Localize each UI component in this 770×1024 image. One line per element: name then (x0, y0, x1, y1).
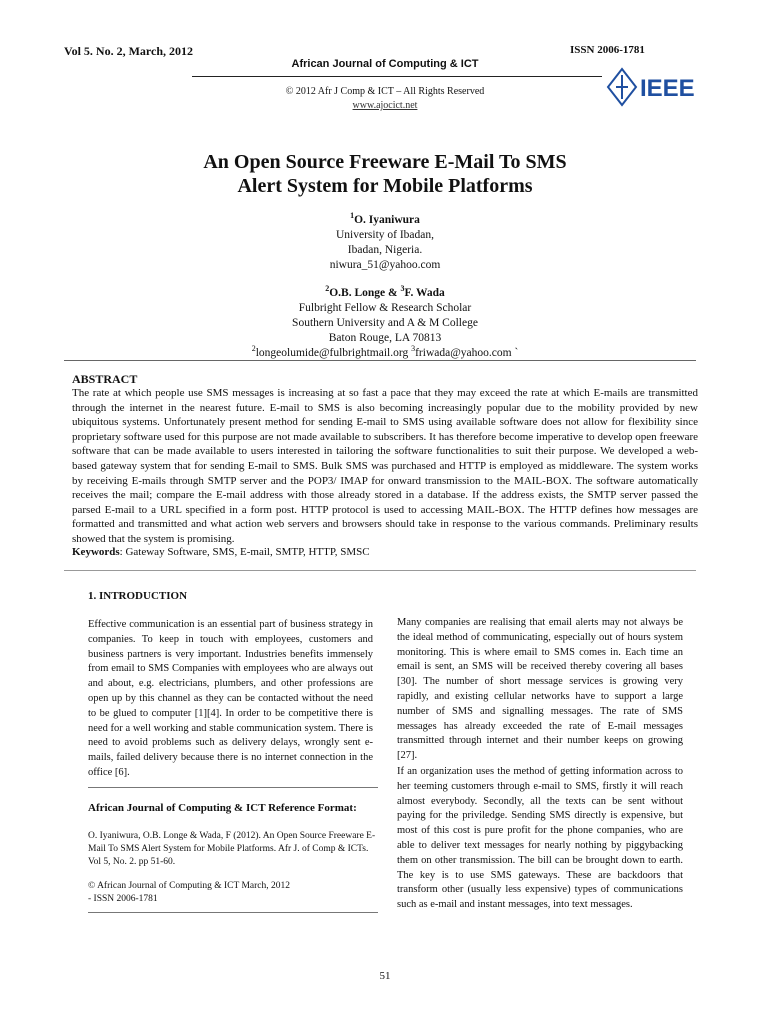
author-1-name: $^1$O. Iyaniwura (350, 211, 420, 226)
author-2-affiliation-1: Fulbright Fellow & Research Scholar (298, 302, 472, 314)
author-1-affiliation: University of Ibadan, (335, 229, 435, 241)
author-1-location: Ibadan, Nigeria. (347, 244, 423, 256)
author-2-affiliation-3: Baton Rouge, LA 70813 (328, 332, 442, 344)
journal-website-link[interactable]: www.ajocict.net (352, 100, 418, 111)
journal-name: African Journal of Computing & ICT (291, 58, 479, 70)
copyright-line: © 2012 Afr J Comp & ICT – All Rights Reserved (285, 86, 485, 97)
author-2-affiliation-2: Southern University and A & M College (292, 317, 478, 329)
header-rule (192, 76, 602, 77)
volume-info: Vol 5. No. 2, March, 2012 (64, 44, 193, 58)
section-rule (64, 570, 696, 571)
author-2-3-block (0, 286, 770, 361)
keywords (72, 546, 698, 558)
issn: ISSN 2006-1781 (570, 44, 645, 56)
author-2-3-emails: $^2$longeolumide@fulbrightmail.org $^3$friwada@yahoo.com ` (251, 344, 519, 359)
reference-citation: O. Iyaniwura, O.B. Longe & Wada, F (2012). An Open Source Freeware E-Mail To SMS Alert System for Mobile Platforms. Afr J. of Comp & ICTs. Vol 5, No. 2. pp 51-60. (88, 831, 376, 867)
paper-title (0, 150, 770, 198)
page-number: 51 (379, 970, 391, 982)
abstract-heading: ABSTRACT (72, 372, 138, 386)
reference-format-heading: African Journal of Computing & ICT Reference Format: (88, 802, 357, 814)
reference-copyright-line-2: - ISSN 2006-1781 (88, 894, 158, 904)
introduction-right-paragraph-2: If an organization uses the method of getting information across to her teeming customers through e-mail to SMS, firstly it will reach almost everybody. Secondly, all the texts can be sent without paying for the priviledge. Sending SMS directly is expensive, but most of this cost is pure profit for the phone companies, who are able to deliver text messages for nearly nothing by piggybacking them on other transmission. The bill can be brought down to earth. The key is to use SMS gateways. These are backdoors that transform other (usually less expensive) types of communications such as e-mail and instant messages, into text messages. (397, 766, 683, 911)
author-1-block (0, 213, 770, 273)
reference-copyright-line-1: © African Journal of Computing & ICT March, 2012 (88, 881, 291, 891)
author-1-email: niwura_51@yahoo.com (329, 259, 441, 271)
keywords-list: : Gateway Software, SMS, E-mail, SMTP, HTTP, SMSC (119, 546, 370, 558)
introduction-right-paragraph-1: Many companies are realising that email alerts may not always be the ideal method of communicating, especially out of hours system monitoring. This is where email to SMS comes in. Each time an email is sent, an SMS will be received thereby covering all bases [30]. The number of short message services is growing very rapidly, and existing cellular networks have to support a large number of SMS and signalling messages. The rate of SMS messages has already exceeded the rate of E-mail messages transmitted through internet and their number keeps on growing [27]. (397, 617, 683, 762)
reference-box-bottom-rule (88, 912, 378, 913)
paper-title-line-1: An Open Source Freeware E-Mail To SMS (203, 151, 567, 173)
ieee-logo-text: IEEE (640, 75, 695, 102)
keywords-label: Keywords (72, 546, 120, 558)
reference-copyright (88, 880, 378, 906)
author-2-3-names: $^2$O.B. Longe & $^3$F. Wada (325, 284, 445, 299)
reference-box-top-rule (88, 787, 378, 788)
paper-title-line-2: Alert System for Mobile Platforms (237, 175, 533, 197)
abstract-text: The rate at which people use SMS messages is increasing at so fast a pace that they may exceed the rate at which E-mails are transmitted through the internet in the nearest future. E-mail to SMS is also becoming increasingly popular due to the mobility provided by new ubiquitous systems. Unfortunately present method for sending E-mail to SMS using available software does not allow for flexibility since proprietary software used for this purpose are not made available to subscribers. It has therefore become imperative to develop open freeware software that can be made available to users interested in tailoring the software functionalities to suit their purpose. We developed a web-based gateway system that for sending E-mail to SMS. Bulk SMS was purchased and HTTP is employed as middleware. The system works by receiving E-mails through SMTP server and the POP3/ IMAP for onward transmission to the MAIL-BOX. The software automatically receives the mail; compare the E-mail address with those already stored in a database. If the address exists, the SMTP server passed the parsed E-mail to a URL specified in a form post. HTTP protocol is used to accessing MAIL-BOX. The HTTP defines how messages are formatted and transmitted and what action web servers and browsers should take in response to the various commands. Preliminary results showed that the system is promising. (72, 387, 698, 545)
section-rule (64, 360, 696, 361)
introduction-left-paragraph: Effective communication is an essential part of business strategy in companies. To keep in touch with employees, customers and business partners is very important. Industries benefits immensely from email to SMS Companies with employees who are always out and about, e.g. electricians, plumbers, and other professions are open up by this channel as they can be contacted without the need to be glued to computer [1][4]. In order to be competitive there is need for a well working and stable communication system. There is need to avoid problems such as delivery delays, wrongly sent e-mails, failed delivery because there is no internet connection in the office [6]. (88, 619, 373, 778)
introduction-heading: 1. INTRODUCTION (88, 590, 188, 602)
